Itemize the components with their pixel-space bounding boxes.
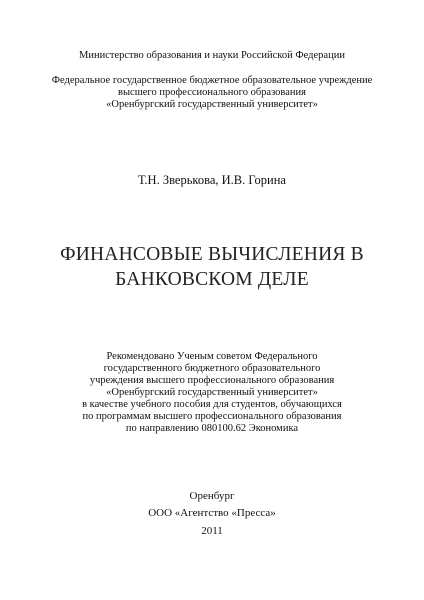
imprint-city: Оренбург — [189, 490, 235, 502]
recommendation-line-3: учреждения высшего профессионального образования — [89, 375, 335, 386]
book-title-line-1: ФИНАНСОВЫЕ ВЫЧИСЛЕНИЯ В — [60, 244, 364, 265]
institution-line-2: высшего профессионального образования — [118, 87, 306, 98]
recommendation-line-4: «Оренбургский государственный университет» — [106, 387, 318, 398]
ministry-line: Министерство образования и науки Российской Федерации — [79, 50, 345, 61]
recommendation-line-2: государственного бюджетного образовательного — [103, 363, 321, 374]
recommendation-line-5: в качестве учебного пособия для студентов, обучающихся — [82, 399, 342, 410]
recommendation-line-1: Рекомендовано Ученым советом Федерального — [106, 351, 318, 362]
institution-line-1: Федеральное государственное бюджетное образовательное учреждение — [51, 75, 373, 86]
recommendation-line-6: по программам высшего профессионального образования — [82, 411, 342, 422]
authors: Т.Н. Зверькова, И.В. Горина — [138, 173, 286, 187]
imprint-year: 2011 — [201, 525, 223, 537]
book-title-line-2: БАНКОВСКОМ ДЕЛЕ — [115, 269, 309, 290]
institution-line-3: «Оренбургский государственный университет» — [106, 99, 318, 110]
imprint-publisher: ООО «Агентство «Пресса» — [148, 507, 276, 519]
recommendation-line-7: по направлению 080100.62 Экономика — [125, 423, 299, 434]
